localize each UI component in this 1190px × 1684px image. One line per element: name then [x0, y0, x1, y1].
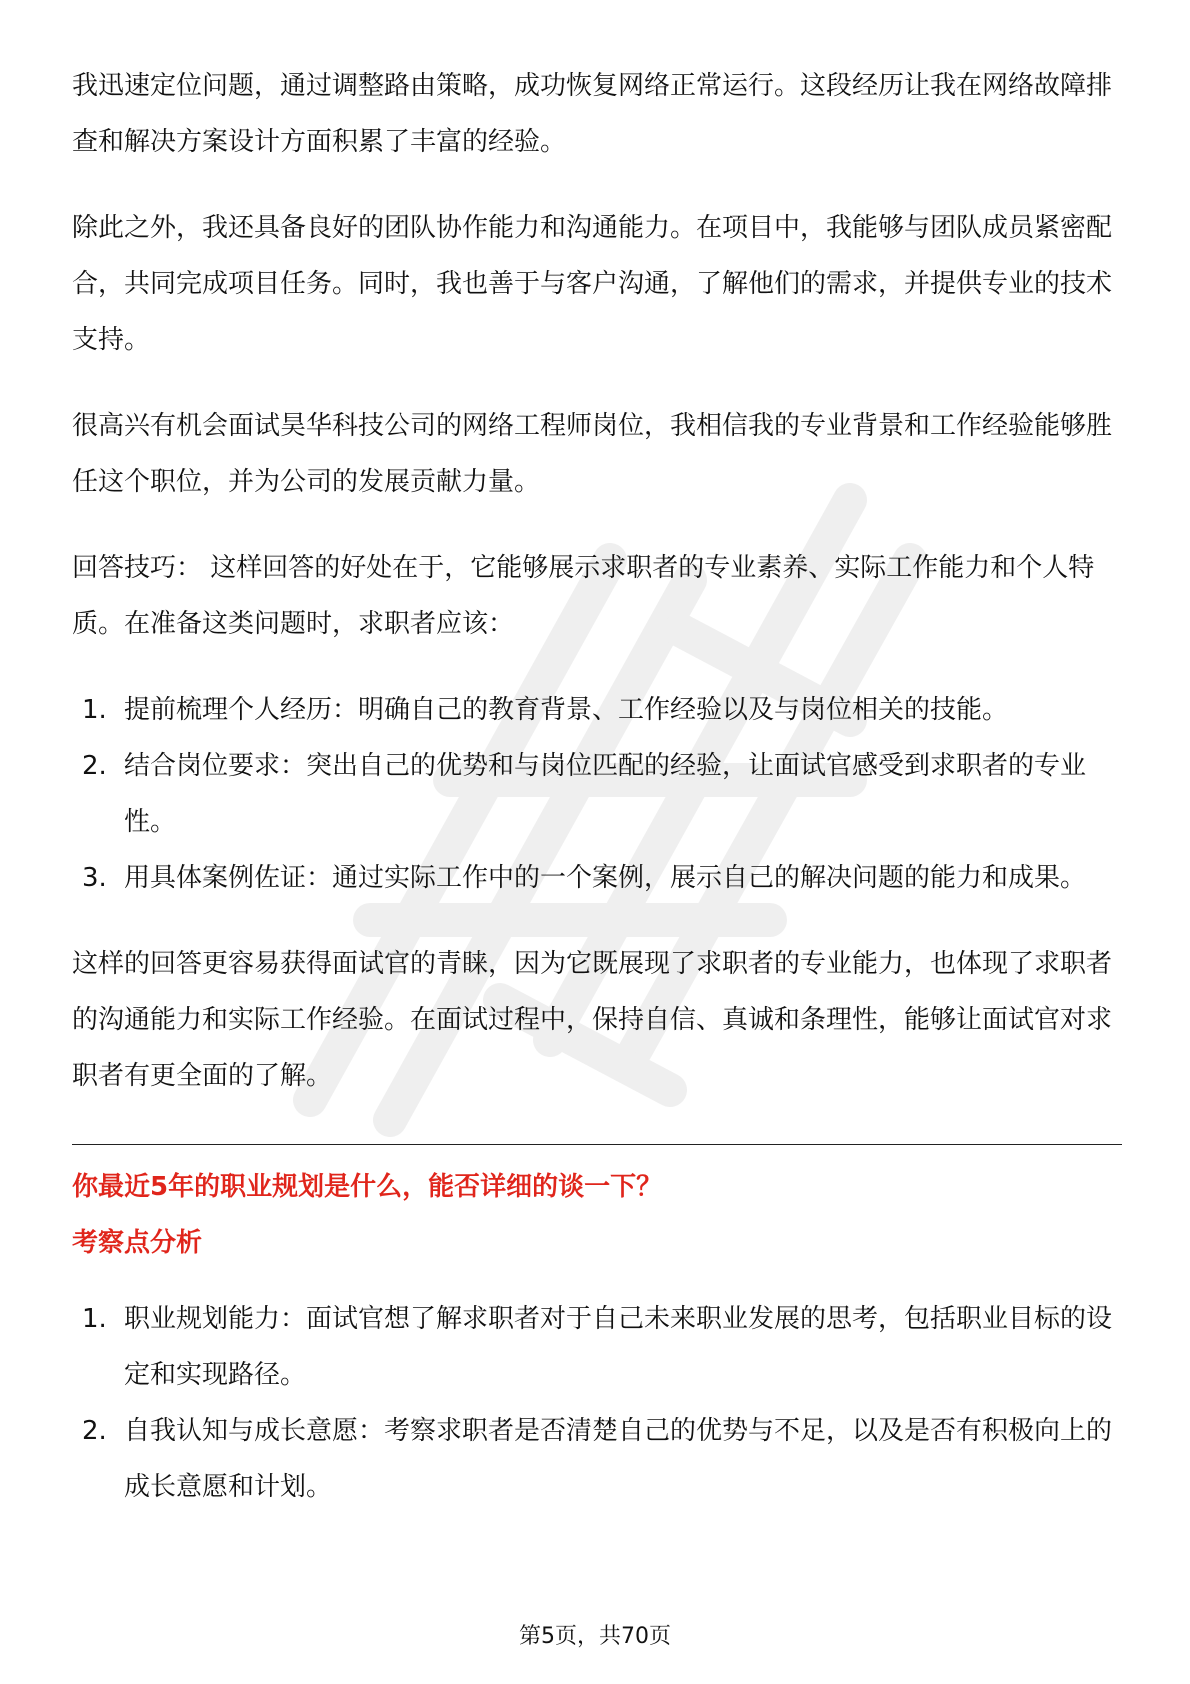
paragraph-route-recovery: 我迅速定位问题，通过调整路由策略，成功恢复网络正常运行。这段经历让我在网络故障排查和解决方案设计方面积累了丰富的经验。 — [72, 71, 1113, 157]
list-item — [72, 1403, 1122, 1515]
list-text: 职业规划能力：面试官想了解求职者对于自己未来职业发展的思考，包括职业目标的设定和实现路径。 — [124, 1304, 1113, 1390]
list-number: 2. — [82, 1416, 107, 1446]
list-number: 1. — [82, 1304, 107, 1334]
page-footer: 第5页，共70页 — [519, 1624, 671, 1649]
list-text: 用具体案例佐证：通过实际工作中的一个案例，展示自己的解决问题的能力和成果。 — [124, 863, 1087, 893]
paragraph-answer-tips: 回答技巧： 这样回答的好处在于，它能够展示求职者的专业素养、实际工作能力和个人特质。在准备这类问题时，求职者应该： — [72, 553, 1095, 639]
list-item — [72, 850, 1122, 906]
list-item — [72, 738, 1122, 850]
analysis-list — [72, 1291, 1122, 1515]
list-text: 结合岗位要求：突出自己的优势和与岗位匹配的经验，让面试官感受到求职者的专业性。 — [124, 751, 1087, 837]
paragraph-closing: 这样的回答更容易获得面试官的青睐，因为它既展现了求职者的专业能力，也体现了求职者的沟通能力和实际工作经验。在面试过程中，保持自信、真诚和条理性，能够让面试官对求职者有更全面的了解。 — [72, 949, 1113, 1091]
list-item — [72, 1291, 1122, 1403]
paragraph-interest: 很高兴有机会面试昊华科技公司的网络工程师岗位，我相信我的专业背景和工作经验能够胜任这个职位，并为公司的发展贡献力量。 — [72, 411, 1113, 497]
document-page — [72, 58, 1122, 1545]
analysis-heading: 考察点分析 — [72, 1228, 203, 1258]
list-number: 3. — [82, 863, 107, 893]
list-text: 提前梳理个人经历：明确自己的教育背景、工作经验以及与岗位相关的技能。 — [124, 695, 1009, 725]
list-number: 2. — [82, 751, 107, 781]
paragraph-teamwork: 除此之外，我还具备良好的团队协作能力和沟通能力。在项目中，我能够与团队成员紧密配合，共同完成项目任务。同时，我也善于与客户沟通，了解他们的需求，并提供专业的技术支持。 — [72, 213, 1113, 355]
list-number: 1. — [82, 695, 107, 725]
section-divider — [72, 1144, 1122, 1145]
tips-list — [72, 682, 1122, 906]
list-item — [72, 682, 1122, 738]
list-text: 自我认知与成长意愿：考察求职者是否清楚自己的优势与不足，以及是否有积极向上的成长意愿和计划。 — [124, 1416, 1113, 1502]
question-heading: 你最近5年的职业规划是什么，能否详细的谈一下？ — [72, 1172, 663, 1202]
